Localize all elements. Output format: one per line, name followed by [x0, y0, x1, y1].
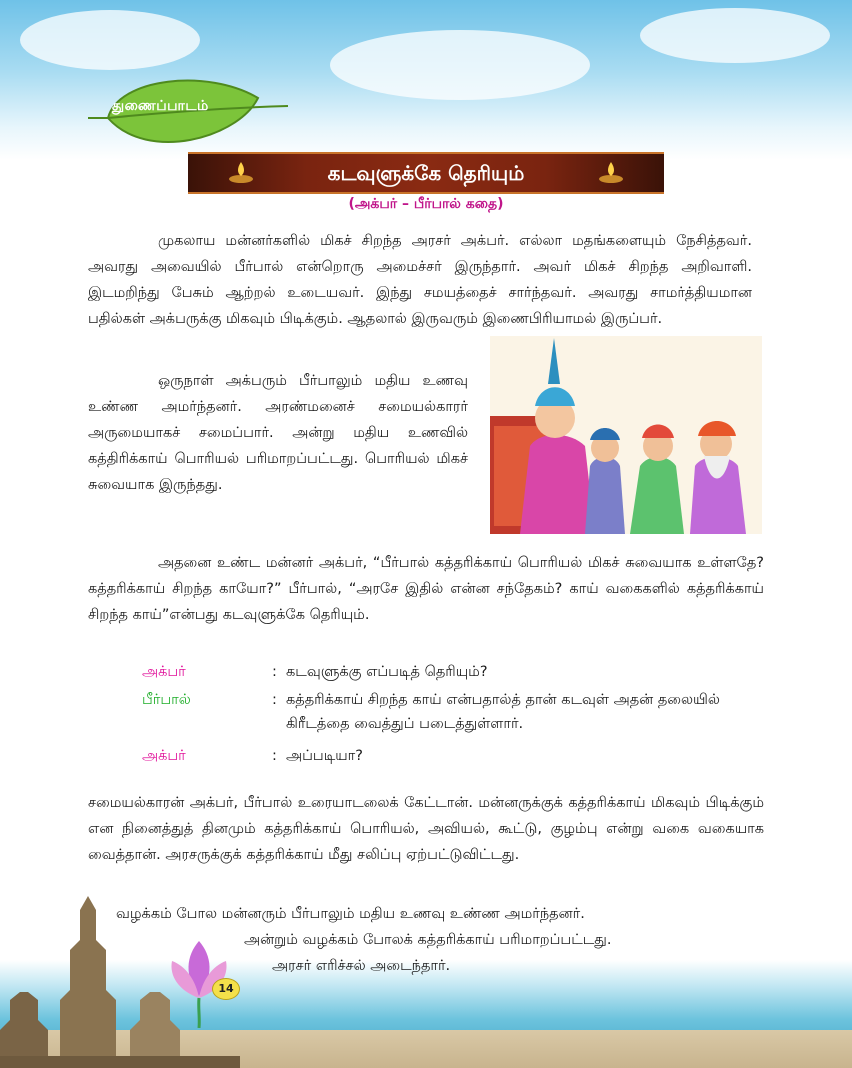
colon: : — [272, 692, 277, 708]
closing-line: அரசர் எரிச்சல் அடைந்தார். — [272, 958, 451, 974]
closing-line: அன்றும் வழக்கம் போலக் கத்தரிக்காய் பரிமாறப்பட்டது. — [244, 932, 612, 948]
akbar-birbal-illustration — [490, 336, 762, 534]
speaker-akbar: அக்பர் — [142, 748, 186, 764]
cloud — [640, 8, 830, 63]
cloud — [330, 30, 590, 100]
paragraph: ஒருநாள் அக்பரும் பீர்பாலும் மதிய உணவு உண்ண அமர்ந்தனர். அரண்மனைச் சமையல்காரர் அருமையாகச் சமைப்பார். அன்று மதிய உணவில் கத்திரிக்காய் பொரியல் பரிமாறப்பட்டது. பொரியல் மிகச் சுவையாக இருந்தது. — [88, 373, 468, 493]
utterance: கடவுளுக்கு எப்படித் தெரியும்? — [286, 664, 488, 680]
paragraph: அதனை உண்ட மன்னர் அக்பர், “பீர்பால் கத்தரிக்காய் பொரியல் மிகச் சுவையாக உள்ளதே? கத்தரிக்காய் சிறந்த காயோ?” பீர்பால், “அரசே இதில் என்ன சந்தேகம்? காய் வகைகளில் கத்தரிக்காய் சிறந்த காய்”என்பது கடவுளுக்கே தெரியும். — [88, 555, 764, 623]
page-title: கடவுளுக்கே தெரியும் — [327, 161, 525, 185]
colon: : — [272, 748, 277, 764]
title-banner — [188, 152, 664, 194]
utterance: கத்தரிக்காய் சிறந்த காய் என்பதால்த் தான் கடவுள் அதன் தலையில் கிரீடத்தை வைத்துப் படைத்துள்ளார். — [286, 692, 720, 732]
paragraph: சமையல்காரன் அக்பர், பீர்பால் உரையாடலைக் கேட்டான். மன்னருக்குக் கத்தரிக்காய் மிகவும் பிடிக்கும் என நினைத்துத் தினமும் கத்தரிக்காய் பொரியல், அவியல், கூட்டு, குழம்பு என்று வகை வகையாக வைத்தான். அரசருக்குக் கத்தரிக்காய் மீது சலிப்பு ஏற்பட்டுவிட்டது. — [88, 795, 764, 863]
speaker-akbar: அக்பர் — [142, 664, 186, 680]
cloud — [20, 10, 200, 70]
colon: : — [272, 664, 277, 680]
subtitle: (அக்பர் – பீர்பால் கதை) — [348, 196, 504, 212]
section-label: துணைப்பாடம் — [112, 98, 209, 114]
page-number: 14 — [212, 978, 240, 1000]
utterance: அப்படியா? — [286, 748, 363, 764]
closing-line: வழக்கம் போல மன்னரும் பீர்பாலும் மதிய உணவு உண்ண அமர்ந்தனர். — [116, 906, 585, 922]
speaker-birbal: பீர்பால் — [142, 692, 191, 708]
paragraph: முகலாய மன்னர்களில் மிகச் சிறந்த அரசர் அக்பர். எல்லா மதங்களையும் நேசித்தவர். அவரது அவையில் பீர்பால் என்றொரு அமைச்சர் இருந்தார். அவர் மிகச் சிறந்த அறிவாளி. இடமறிந்து பேசும் ஆற்றல் உடையவர். இந்து சமயத்தைச் சார்ந்தவர். அவரது சாமர்த்தியமான பதில்கள் அக்பருக்கு மிகவும் பிடிக்கும். ஆதலால் இருவரும் இணைபிரியாமல் இருப்பர். — [88, 233, 752, 327]
